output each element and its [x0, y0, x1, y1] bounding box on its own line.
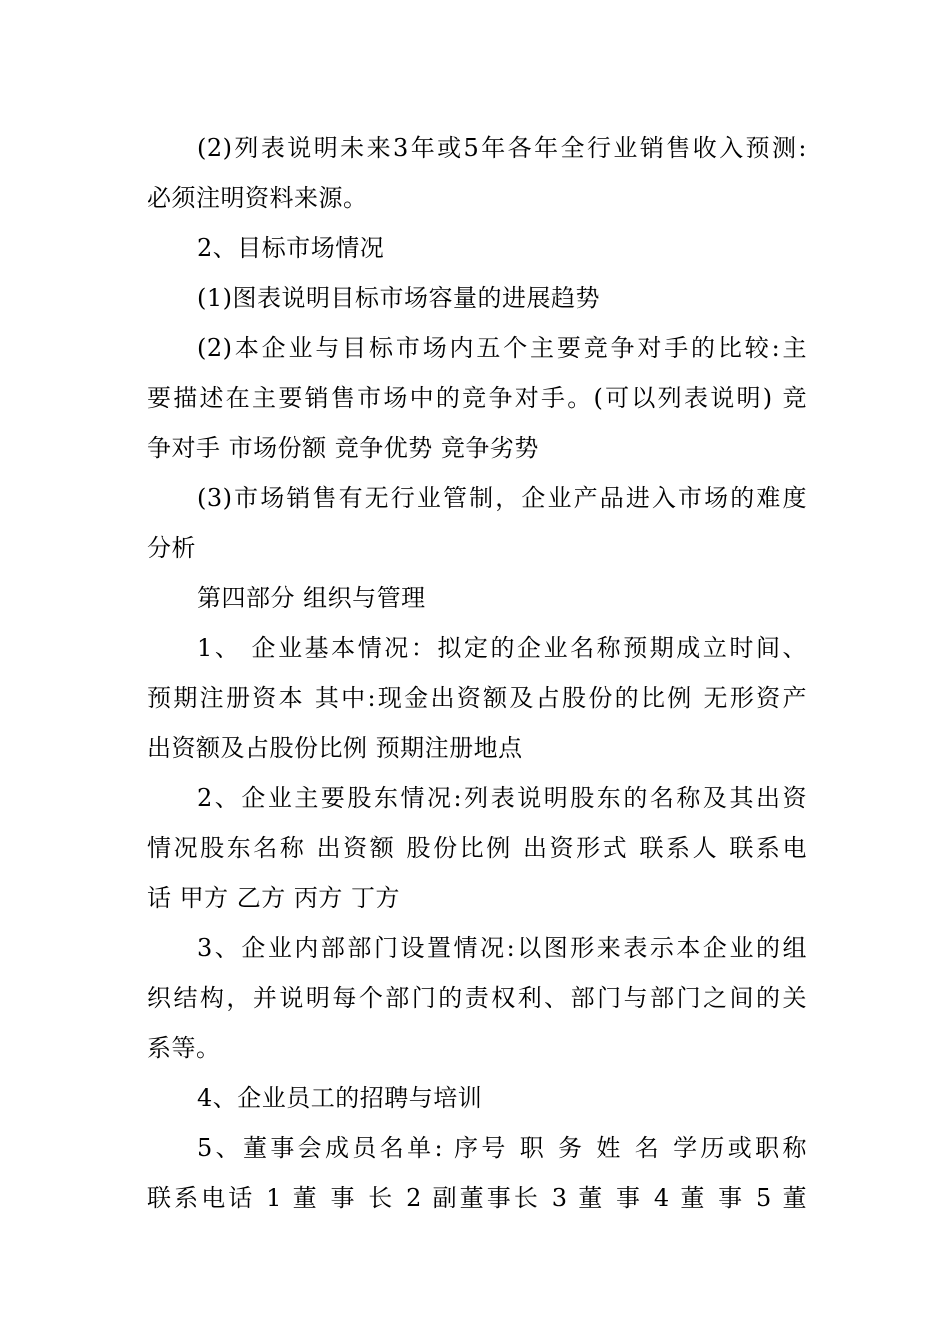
text-line-19: 系等。: [147, 1034, 221, 1062]
text-line-16: 话 甲方 乙方 丙方 丁方: [147, 884, 401, 912]
text-line-5: (2)本企业与目标市场内五个主要竞争对手的比较:主: [197, 334, 807, 362]
text-line-17: 3、企业内部部门设置情况:以图形来表示本企业的组: [197, 934, 807, 962]
text-line-21: 5、董事会成员名单: 序号 职 务 姓 名 学历或职称: [197, 1134, 807, 1162]
text-line-9: 分析: [147, 534, 196, 562]
text-line-11: 1、 企业基本情况：拟定的企业名称预期成立时间、: [197, 634, 807, 662]
text-line-1: (2)列表说明未来3年或5年各年全行业销售收入预测:: [197, 134, 807, 162]
text-line-7: 争对手 市场份额 竞争优势 竞争劣势: [147, 434, 539, 462]
text-line-15: 情况股东名称 出资额 股份比例 出资形式 联系人 联系电: [147, 834, 807, 862]
text-line-20: 4、企业员工的招聘与培训: [197, 1084, 483, 1112]
text-line-14: 2、企业主要股东情况:列表说明股东的名称及其出资: [197, 784, 807, 812]
text-line-8: (3)市场销售有无行业管制，企业产品进入市场的难度: [197, 484, 807, 512]
section-heading-target-market: 2、目标市场情况: [197, 234, 385, 262]
text-line-6: 要描述在主要销售市场中的竞争对手。(可以列表说明) 竞: [147, 384, 807, 412]
text-line-12: 预期注册资本 其中:现金出资额及占股份的比例 无形资产: [147, 684, 807, 712]
text-line-13: 出资额及占股份比例 预期注册地点: [147, 734, 523, 762]
text-line-18: 织结构，并说明每个部门的责权利、部门与部门之间的关: [147, 984, 807, 1012]
text-line-4: (1)图表说明目标市场容量的进展趋势: [197, 284, 600, 312]
section-heading-part-four: 第四部分 组织与管理: [197, 584, 426, 612]
text-line-2: 必须注明资料来源。: [147, 184, 368, 212]
text-line-22: 联系电话 1 董 事 长 2 副董事长 3 董 事 4 董 事 5 董: [147, 1184, 807, 1212]
